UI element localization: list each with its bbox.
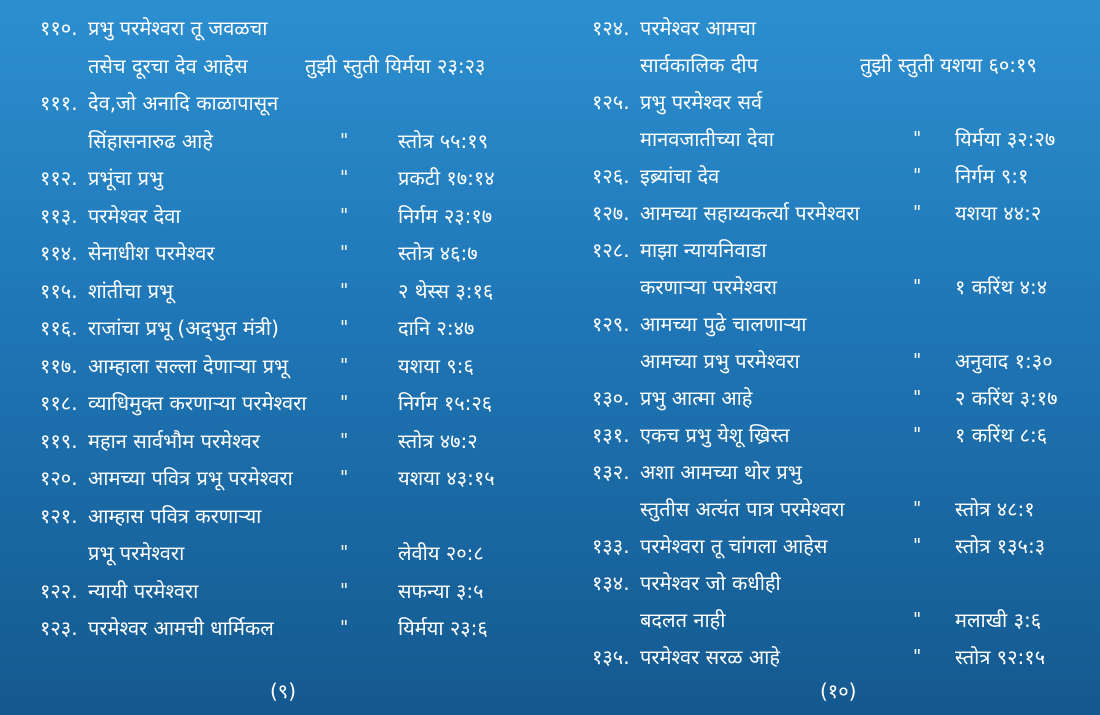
- entry-text: महान सार्वभौम परमेश्वर: [88, 428, 260, 453]
- ditto-mark: ": [340, 617, 349, 638]
- ditto-mark: ": [913, 387, 922, 408]
- entry-line: [0, 385, 550, 421]
- scripture-reference: निर्गम १५:२६: [398, 391, 493, 415]
- entry-text: तसेच दूरचा देव आहेस: [88, 53, 248, 78]
- entry-number: ११७.: [40, 353, 78, 378]
- scripture-reference: २ करिंथ ३:१७: [955, 386, 1058, 410]
- scripture-reference: निर्गम २३:१७: [398, 203, 493, 228]
- scripture-reference: सफन्या ३:५: [398, 578, 484, 603]
- entry-line: [0, 498, 550, 534]
- ditto-mark: ": [913, 202, 922, 223]
- entry-number: १२५.: [592, 90, 630, 114]
- entry-text: देव,जो अनादि काळापासून: [88, 91, 279, 115]
- scripture-reference: स्तोत्र ४६:७: [398, 241, 478, 265]
- entry-text: करणाऱ्या परमेश्वरा: [640, 275, 777, 299]
- entry-number: १२८.: [592, 238, 630, 262]
- entry-text: परमेश्वर देवा: [88, 203, 181, 228]
- entry-text: आमच्या पवित्र प्रभू परमेश्वरा: [88, 466, 293, 490]
- scripture-reference: स्तोत्र ४७:२: [398, 428, 478, 453]
- entry-number: १२०.: [40, 466, 78, 490]
- entry-line: [0, 610, 550, 646]
- entry-number: ११४.: [40, 241, 78, 265]
- entry-text: राजांचा प्रभू (अद्‍भुत मंत्री): [88, 316, 279, 340]
- entry-line: [0, 123, 550, 159]
- scripture-reference: १ करिंथ ८:६: [955, 423, 1048, 447]
- entry-text: माझा न्यायनिवाडा: [640, 238, 767, 262]
- entry-line: [0, 423, 550, 459]
- entry-line: [0, 460, 550, 496]
- scripture-reference: निर्गम ९:१: [955, 164, 1029, 188]
- scripture-reference: १ करिंथ ४:४: [955, 275, 1048, 299]
- entry-line: [550, 306, 1100, 342]
- scripture-reference: यशया ४४:२: [955, 201, 1042, 225]
- entry-text: प्रभु आत्मा आहे: [640, 386, 753, 410]
- entry-number: ११५.: [40, 278, 78, 303]
- entry-text: प्रभु परमेश्वर सर्व: [640, 90, 763, 114]
- entry-text: शांतीचा प्रभू: [88, 278, 174, 303]
- entry-number: १३३.: [592, 534, 630, 558]
- ditto-mark: ": [340, 354, 349, 376]
- entry-text: परमेश्वरा तू चांगला आहेस: [640, 534, 828, 558]
- ditto-mark: ": [913, 609, 922, 630]
- ditto-mark: ": [340, 317, 349, 338]
- entry-line: [550, 269, 1100, 305]
- ditto-mark: ": [340, 279, 349, 301]
- entry-line: [550, 602, 1100, 638]
- scripture-reference: अनुवाद १:३०: [955, 349, 1053, 373]
- entry-number: १११.: [40, 91, 78, 115]
- ditto-mark: ": [913, 646, 922, 667]
- entry-text: परमेश्वर जो कधीही: [640, 571, 781, 595]
- entry-text: अशा आमच्या थोर प्रभु: [640, 460, 802, 484]
- entry-text: बदलत नाही: [640, 608, 726, 632]
- entry-line: [550, 528, 1100, 564]
- scripture-reference: यिर्मया २३:६: [398, 616, 488, 640]
- entry-number: ११२.: [40, 166, 78, 190]
- entry-number: ११३.: [40, 203, 78, 228]
- entry-number: १३०.: [592, 386, 630, 410]
- entry-line: [0, 573, 550, 609]
- entry-text: प्रभूंचा प्रभु: [88, 166, 164, 190]
- entry-text: प्रभु परमेश्वरा तू जवळचा: [88, 16, 268, 40]
- page-right: [550, 0, 1100, 715]
- entry-number: १२७.: [592, 201, 630, 225]
- entry-line: [0, 48, 550, 84]
- entry-line: [550, 47, 1100, 83]
- scripture-reference: प्रकटी १७:१४: [398, 166, 495, 190]
- ditto-mark: ": [340, 467, 349, 488]
- ditto-mark: ": [340, 167, 349, 188]
- scripture-reference: यिर्मया ३२:२७: [955, 127, 1056, 151]
- entry-text: आमच्या पुढे चालणाऱ्या: [640, 312, 807, 336]
- ditto-mark: ": [340, 579, 349, 601]
- entry-text: मानवजातीच्या देवा: [640, 127, 774, 151]
- ditto-mark: ": [340, 429, 349, 451]
- entry-number: १२१.: [40, 503, 78, 528]
- entry-line: [0, 160, 550, 196]
- entry-text: सिंहासनारुढ आहे: [88, 128, 213, 153]
- entry-text: परमेश्वर सरळ आहे: [640, 645, 780, 669]
- entry-number: १२२.: [40, 578, 78, 603]
- entry-text: इब्र्यांचा देव: [640, 164, 720, 188]
- entry-line: [550, 343, 1100, 379]
- page-number: (९): [270, 679, 297, 703]
- entry-line: [0, 85, 550, 121]
- ditto-mark: ": [913, 498, 922, 519]
- entry-line: [550, 121, 1100, 157]
- entry-line: [550, 158, 1100, 194]
- scripture-reference: तुझी स्तुती यशया ६०:१९: [860, 53, 1037, 77]
- ditto-mark: ": [913, 276, 922, 297]
- scripture-reference: लेवीय २०:८: [398, 541, 484, 565]
- entry-number: १२६.: [592, 164, 630, 188]
- entry-number: ११८.: [40, 391, 78, 415]
- ditto-mark: ": [340, 242, 349, 263]
- entry-text: परमेश्वर आमचा: [640, 16, 756, 40]
- entry-line: [550, 639, 1100, 675]
- entry-line: [550, 380, 1100, 416]
- entry-line: [0, 535, 550, 571]
- scripture-reference: यशया ९:६: [398, 353, 474, 378]
- entry-line: [550, 10, 1100, 46]
- entry-text: सार्वकालिक दीप: [640, 53, 758, 77]
- entry-text: परमेश्वर आमची धार्मिकल: [88, 616, 274, 640]
- entry-text: आम्हास पवित्र करणाऱ्या: [88, 503, 262, 528]
- ditto-mark: ": [340, 392, 349, 413]
- scripture-reference: मलाखी ३:६: [955, 608, 1042, 632]
- entry-line: [550, 565, 1100, 601]
- scripture-reference: स्तोत्र १३५:३: [955, 534, 1046, 558]
- entry-line: [550, 417, 1100, 453]
- entry-line: [550, 84, 1100, 120]
- ditto-mark: ": [913, 535, 922, 556]
- entry-line: [0, 198, 550, 234]
- page-number: (१०): [820, 679, 857, 703]
- entry-line: [550, 195, 1100, 231]
- scripture-reference: स्तोत्र ९२:१५: [955, 645, 1046, 669]
- ditto-mark: ": [340, 204, 349, 226]
- scripture-reference: तुझी स्तुती यिर्मया २३:२३: [305, 53, 486, 78]
- entry-line: [550, 454, 1100, 490]
- entry-text: न्यायी परमेश्वरा: [88, 578, 199, 603]
- entry-text: एकच प्रभु येशू ख्रिस्त: [640, 423, 790, 447]
- ditto-mark: ": [913, 128, 922, 149]
- entry-text: आमच्या प्रभु परमेश्वरा: [640, 349, 800, 373]
- entry-number: १३५.: [592, 645, 630, 669]
- scripture-reference: स्तोत्र ५५:१९: [398, 128, 489, 153]
- scripture-reference: स्तोत्र ४८:१: [955, 497, 1035, 521]
- entry-line: [550, 232, 1100, 268]
- entry-text: प्रभू परमेश्वरा: [88, 541, 185, 565]
- scripture-reference: २ थेस्स ३:१६: [398, 278, 494, 303]
- entry-number: १२९.: [592, 312, 630, 336]
- scripture-reference: यशया ४३:१५: [398, 466, 495, 490]
- entry-line: [0, 310, 550, 346]
- entry-line: [0, 10, 550, 46]
- entry-number: १२४.: [592, 16, 630, 40]
- ditto-mark: ": [913, 165, 922, 186]
- entry-number: १३४.: [592, 571, 630, 595]
- ditto-mark: ": [913, 350, 922, 371]
- entry-text: आमच्या सहाय्यकर्त्या परमेश्वरा: [640, 201, 860, 225]
- entry-line: [0, 273, 550, 309]
- entry-text: स्तुतीस अत्यंत पात्र परमेश्वरा: [640, 497, 845, 521]
- entry-line: [550, 491, 1100, 527]
- ditto-mark: ": [340, 129, 349, 151]
- ditto-mark: ": [913, 424, 922, 445]
- entry-number: १३१.: [592, 423, 630, 447]
- scripture-reference: दानि २:४७: [398, 316, 475, 340]
- entry-number: ११९.: [40, 428, 78, 453]
- entry-line: [0, 235, 550, 271]
- ditto-mark: ": [340, 542, 349, 563]
- entry-line: [0, 348, 550, 384]
- entry-text: आम्हाला सल्ला देणाऱ्या प्रभू: [88, 353, 289, 378]
- entry-number: ११६.: [40, 316, 78, 340]
- entry-number: ११०.: [40, 16, 78, 40]
- entry-text: व्याधिमुक्त करणाऱ्या परमेश्वरा: [88, 391, 307, 415]
- entry-number: १२३.: [40, 616, 78, 640]
- entry-text: सेनाधीश परमेश्वर: [88, 241, 215, 265]
- entry-number: १३२.: [592, 460, 630, 484]
